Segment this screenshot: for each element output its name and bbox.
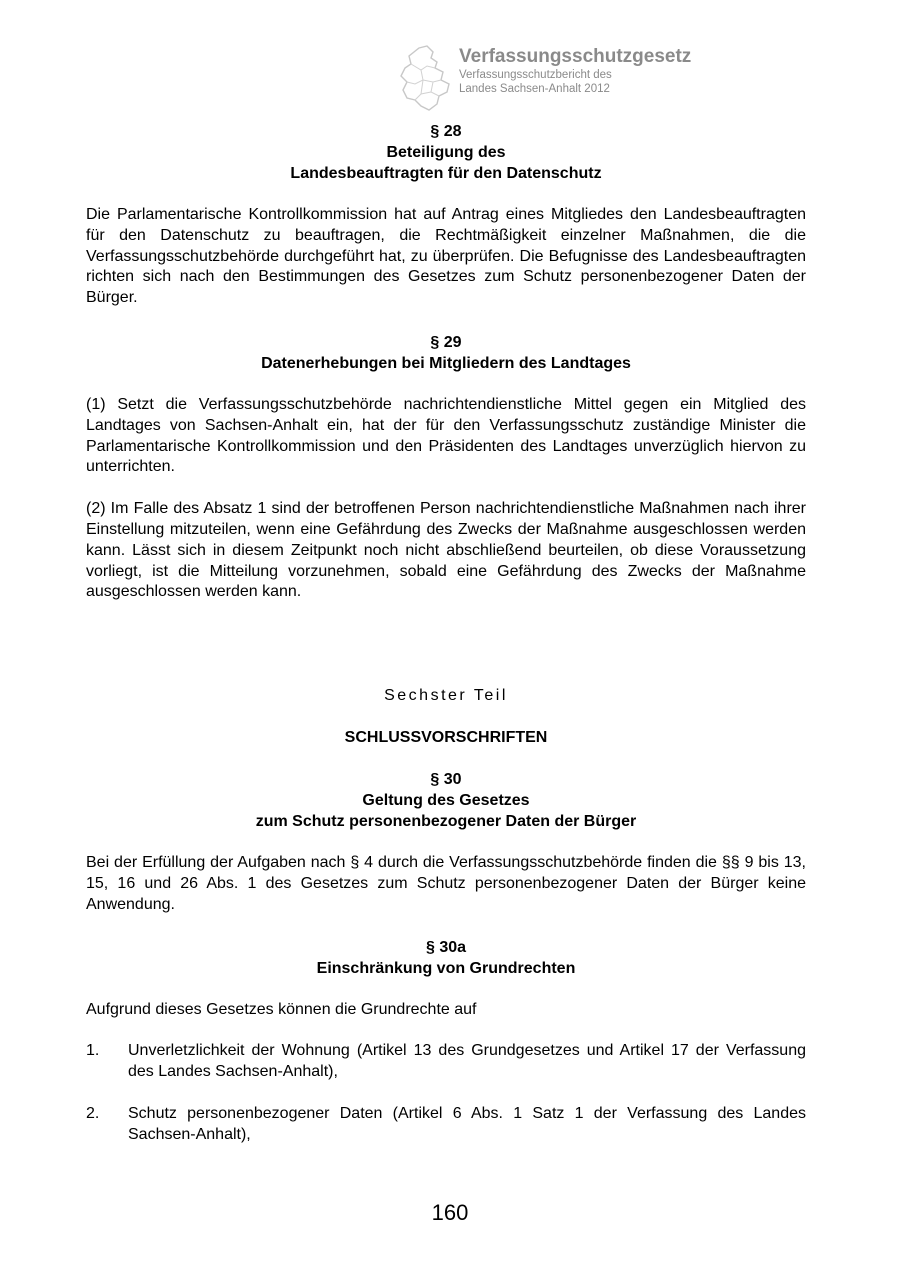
list-item [86,1041,806,1083]
section-28-number: § 28 [430,123,462,140]
list-item-text: Schutz personenbezogener Daten (Artikel 6 Abs. 1 Satz 1 der Verfassung des Landes Sachsen-Anhalt), [128,1104,806,1143]
section-29-para-1: (1) Setzt die Verfassungsschutzbehörde nachrichtendienstliche Mittel gegen ein Mitglied des Landtages von Sachsen-Anhalt ein, hat der für den Verfassungsschutz zuständige Minister die Parlamentarische Kontrollkommission und den Präsidenten des Landtages unverzüglich hiervon zu unterrichten. [86,395,806,476]
list-item [86,1104,806,1146]
header-subtitle-1: Verfassungsschutzbericht des [459,69,612,81]
section-30-title-2: zum Schutz personenbezogener Daten der Bürger [255,813,637,831]
section-29-title: Datenerhebungen bei Mitgliedern des Landtages [261,354,631,372]
section-28-title-2: Landesbeauftragten für den Datenschutz [290,165,602,182]
section-29-para-2: (2) Im Falle des Absatz 1 sind der betroffenen Person nachrichtendienstliche Maßnahmen nach ihrer Einstellung mitzuteilen, wenn eine Gefährdung des Zwecks der Maßnahme ausgeschlossen werden kann. Lässt sich in diesem Zeitpunkt noch nicht abschließend beurteilen, ob diese Voraussetzung vorliegt, ist die Mitteilung vorzunehmen, sobald eine Gefährdung des Zwecks der Maßnahme ausgeschlossen werden kann. [86,500,806,601]
section-30a [86,937,806,1146]
section-28-text: Die Parlamentarische Kontrollkommission hat auf Antrag eines Mitgliedes den Landesbeauftragten für den Datenschutz zu beauftragen, die Rechtmäßigkeit einzelner Maßnahmen, die die Verfassungsschutzbehörde durchgeführt hat, zu überprüfen. Die Befugnisse des Landesbeauftragten richten sich nach den Bestimmungen des Gesetzes zum Schutz personenbezogener Daten der Bürger. [86,206,806,307]
page-number: 160 [431,1200,469,1225]
section-30a-title: Einschränkung von Grundrechten [316,959,576,977]
section-28-title-1: Beteiligung des [386,144,506,161]
section-29-number: § 29 [430,333,462,351]
part-title: SCHLUSSVORSCHRIFTEN [344,729,548,747]
page-header [397,44,817,114]
section-30a-intro: Aufgrund dieses Gesetzes können die Grundrechte auf [86,1000,477,1018]
section-30-text: Bei der Erfüllung der Aufgaben nach § 4 durch die Verfassungsschutzbehörde finden die §§ 9 bis 13, 15, 16 und 26 Abs. 1 des Gesetzes zum Schutz personenbezogener Daten der Bürger keine Anwendung. [86,854,806,913]
section-28 [86,121,806,309]
section-30-number: § 30 [430,771,462,789]
sachsen-anhalt-map-icon [397,44,457,114]
section-30a-number: § 30a [425,938,467,956]
part-label: Sechster Teil [384,687,508,705]
section-30-title-1: Geltung des Gesetzes [362,792,530,810]
header-subtitle-2: Landes Sachsen-Anhalt 2012 [459,83,610,95]
section-29 [86,332,806,603]
section-30 [86,769,806,915]
header-title: Verfassungsschutzgesetz [459,46,692,67]
list-item-number: 2. [86,1104,100,1122]
list-item-text: Unverletzlichkeit der Wohnung (Artikel 13 des Grundgesetzes und Artikel 17 der Verfassung des Landes Sachsen-Anhalt), [128,1042,806,1081]
document-body [86,121,806,1146]
list-item-number: 1. [86,1042,100,1060]
